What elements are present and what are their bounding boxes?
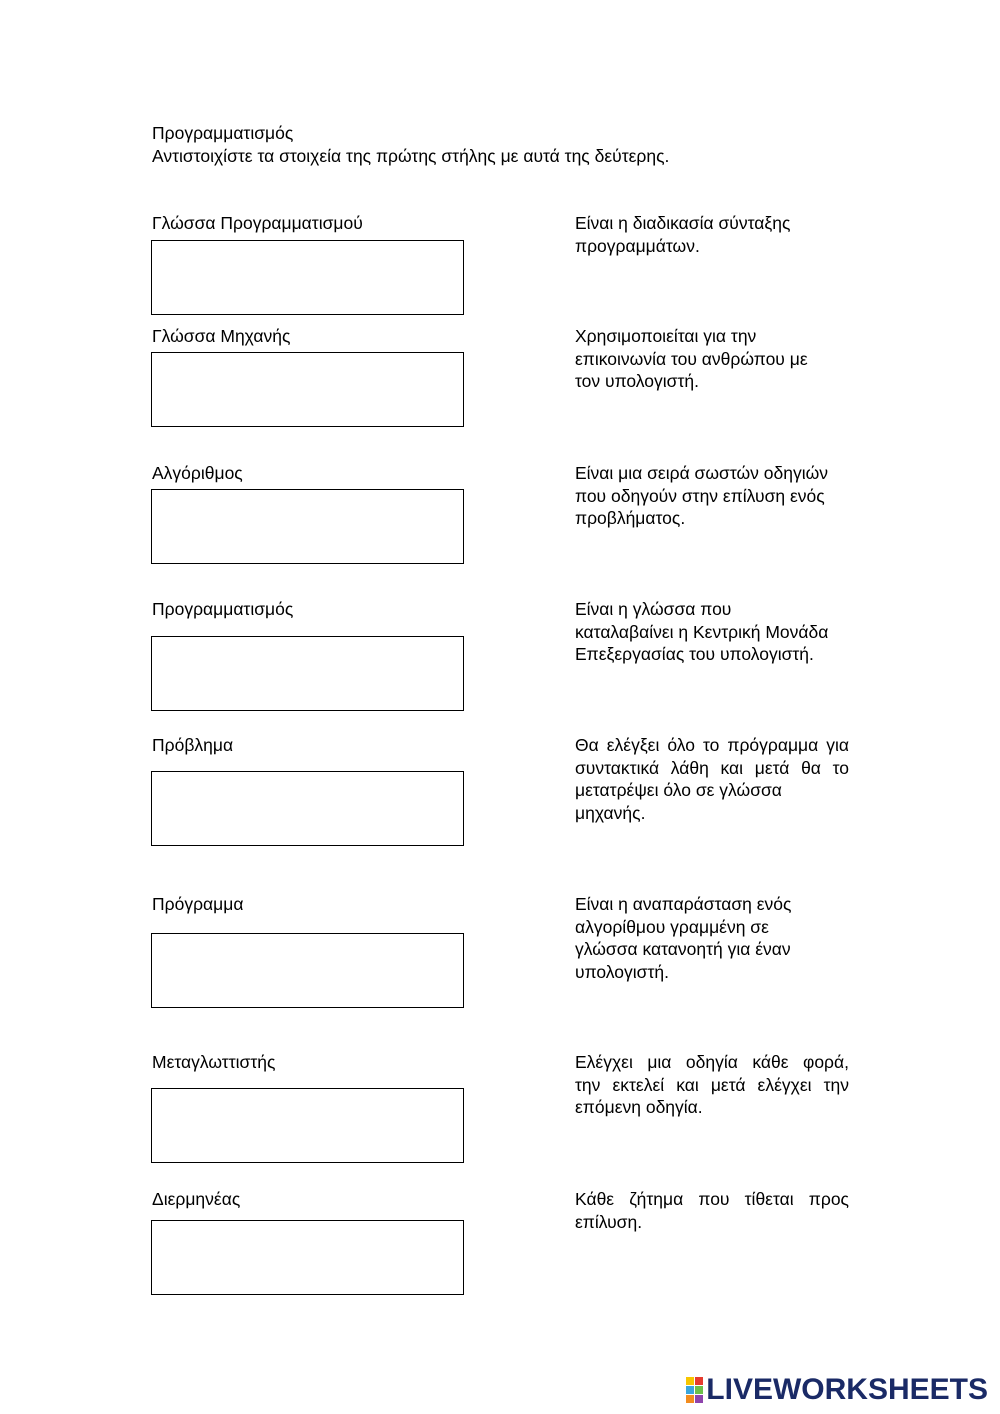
definition-line: Είναι μια σειρά σωστών οδηγιών — [575, 463, 829, 483]
term-label: Διερμηνέας — [152, 1189, 241, 1209]
definition-line: Ελέγχει μια οδηγία κάθε φορά, — [575, 1052, 849, 1072]
definition-line: Θα ελέγξει όλο το πρόγραμμα για — [575, 735, 849, 755]
logo-square — [686, 1395, 694, 1403]
answer-box-2[interactable] — [151, 352, 464, 427]
term-label: Πρόβλημα — [152, 735, 234, 755]
logo-square — [686, 1377, 694, 1385]
answer-box-7[interactable] — [151, 1088, 464, 1163]
term-label: Γλώσσα Προγραμματισμού — [152, 213, 363, 233]
definition-line: Επεξεργασίας του υπολογιστή. — [575, 644, 814, 665]
answer-box-8[interactable] — [151, 1220, 464, 1295]
definition-3 — [575, 462, 849, 530]
answer-box-6[interactable] — [151, 933, 464, 1008]
definition-line: επικοινωνία του ανθρώπου με — [575, 348, 808, 369]
definition-line: την εκτελεί και μετά ελέγχει την — [575, 1074, 849, 1095]
definition-line: Είναι η αναπαράσταση ενός — [575, 894, 792, 914]
logo-square — [686, 1386, 694, 1394]
definition-line: μετατρέψει όλο σε γλώσσα — [575, 780, 782, 801]
logo-square — [695, 1395, 703, 1403]
term-label: Αλγόριθμος — [152, 463, 243, 483]
answer-box-1[interactable] — [151, 240, 464, 315]
logo-square — [695, 1377, 703, 1385]
liveworksheets-logo-icon — [686, 1377, 703, 1403]
definition-line: Κάθε ζήτημα που τίθεται προς — [575, 1189, 849, 1209]
definition-line: που οδηγούν στην επίλυση ενός — [575, 485, 825, 506]
term-label: Προγραμματισμός — [152, 599, 294, 619]
definition-line: Είναι η διαδικασία σύνταξης — [575, 213, 791, 233]
liveworksheets-logo — [686, 1373, 988, 1406]
definition-5 — [575, 734, 849, 824]
definition-line: υπολογιστή. — [575, 961, 669, 982]
term-label: Γλώσσα Μηχανής — [152, 326, 291, 346]
definition-6 — [575, 893, 849, 983]
definition-line: Χρησιμοποιείται για την — [575, 326, 757, 346]
definition-line: αλγορίθμου γραμμένη σε — [575, 916, 769, 937]
term-label: Μεταγλωττιστής — [152, 1052, 276, 1072]
logo-square — [695, 1386, 703, 1394]
answer-box-3[interactable] — [151, 489, 464, 564]
definition-8 — [575, 1188, 849, 1233]
worksheet-instructions: Αντιστοιχίστε τα στοιχεία της πρώτης στήλης με αυτά της δεύτερης. — [152, 146, 670, 166]
definition-line: τον υπολογιστή. — [575, 371, 699, 392]
definition-line: γλώσσα κατανοητή για έναν — [575, 939, 791, 960]
term-label: Πρόγραμμα — [152, 894, 244, 914]
definition-line: μηχανής. — [575, 802, 646, 823]
logo-text: LIVEWORKSHEETS — [706, 1373, 988, 1406]
definition-line: Είναι η γλώσσα που — [575, 599, 732, 619]
definition-line: επόμενη οδηγία. — [575, 1097, 703, 1118]
definition-line: επίλυση. — [575, 1211, 643, 1232]
definition-4 — [575, 598, 849, 666]
definition-1 — [575, 212, 849, 257]
definition-7 — [575, 1051, 849, 1119]
answer-box-5[interactable] — [151, 771, 464, 846]
answer-box-4[interactable] — [151, 636, 464, 711]
definition-line: καταλαβαίνει η Κεντρική Μονάδα — [575, 621, 829, 642]
definition-2 — [575, 325, 849, 393]
definition-line: συντακτικά λάθη και μετά θα το — [575, 757, 849, 778]
definition-line: προβλήματος. — [575, 508, 686, 529]
worksheet-title: Προγραμματισμός — [152, 123, 294, 143]
definition-line: προγραμμάτων. — [575, 235, 700, 256]
